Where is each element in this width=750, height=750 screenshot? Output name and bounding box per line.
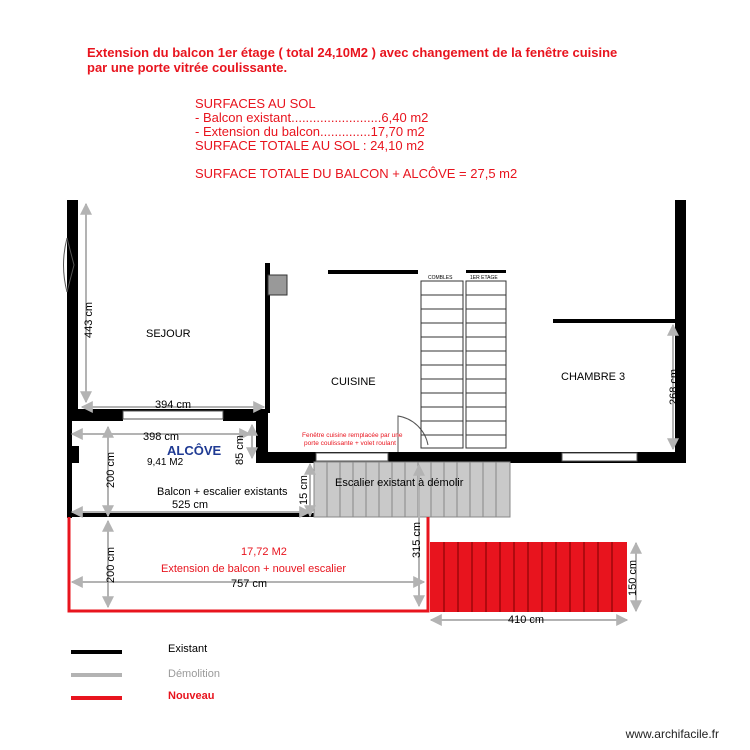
fenetre-note-line2: porte coulissante + volet roulant	[304, 440, 396, 447]
legend-swatches	[71, 652, 122, 698]
site-watermark: www.archifacile.fr	[625, 727, 719, 741]
room-alcove: ALCÔVE	[167, 443, 222, 458]
extension-label: Extension de balcon + nouvel escalier	[161, 563, 346, 575]
new-stair	[430, 542, 627, 612]
dim-268: 268 cm	[668, 368, 680, 406]
surfaces-total: SURFACE TOTALE AU SOL : 24,10 m2	[195, 138, 425, 153]
plan-title-line2: par une porte vitrée coulissante.	[87, 60, 288, 75]
surfaces-balcon-existant: - Balcon existant.........................6,40 m2	[195, 110, 429, 125]
escalier-demolir-label: Escalier existant à démolir	[335, 477, 464, 489]
dim-757: 757 cm	[230, 578, 268, 590]
fenetre-note-line1: Fenêtre cuisine remplacée par une	[302, 432, 403, 439]
chimney	[268, 275, 287, 295]
dim-200-bottom: 200 cm	[105, 546, 117, 584]
dim-15: 15 cm	[298, 475, 310, 505]
legend-demolition: Démolition	[168, 668, 220, 680]
dim-200-top: 200 cm	[105, 451, 117, 489]
room-chambre: CHAMBRE 3	[561, 371, 626, 383]
legend-existant: Existant	[168, 643, 208, 655]
extension-area: 17,72 M2	[241, 546, 287, 558]
surfaces-extension: - Extension du balcon..............17,70 m2	[195, 124, 425, 139]
dim-525: 525 cm	[171, 499, 209, 511]
room-sejour: SEJOUR	[146, 328, 191, 340]
dim-398: 398 cm	[142, 431, 180, 443]
room-cuisine: CUISINE	[331, 376, 376, 388]
surfaces-total-alcove: SURFACE TOTALE DU BALCON + ALCÔVE = 27,5 m2	[195, 166, 518, 181]
dim-85: 85 cm	[234, 435, 246, 465]
stair-to-demolish	[314, 462, 510, 517]
interior-stairs	[421, 281, 506, 448]
dim-394: 394 cm	[154, 399, 192, 411]
dim-315: 315 cm	[411, 521, 423, 559]
dim-410: 410 cm	[507, 614, 545, 626]
alcove-area: 9,41 M2	[147, 457, 184, 468]
dim-150: 150 cm	[627, 559, 639, 597]
balcon-existant-label: Balcon + escalier existants	[157, 486, 288, 498]
stair-combles-label: COMBLES	[428, 275, 453, 281]
surfaces-heading: SURFACES AU SOL	[195, 96, 316, 111]
dim-443: 443 cm	[83, 301, 95, 339]
legend-nouveau: Nouveau	[168, 690, 215, 702]
stair-etage-label: 1ER ETAGE	[470, 275, 498, 281]
plan-title-line1: Extension du balcon 1er étage ( total 24,10M2 ) avec changement de la fenêtre cuisine	[87, 45, 618, 60]
